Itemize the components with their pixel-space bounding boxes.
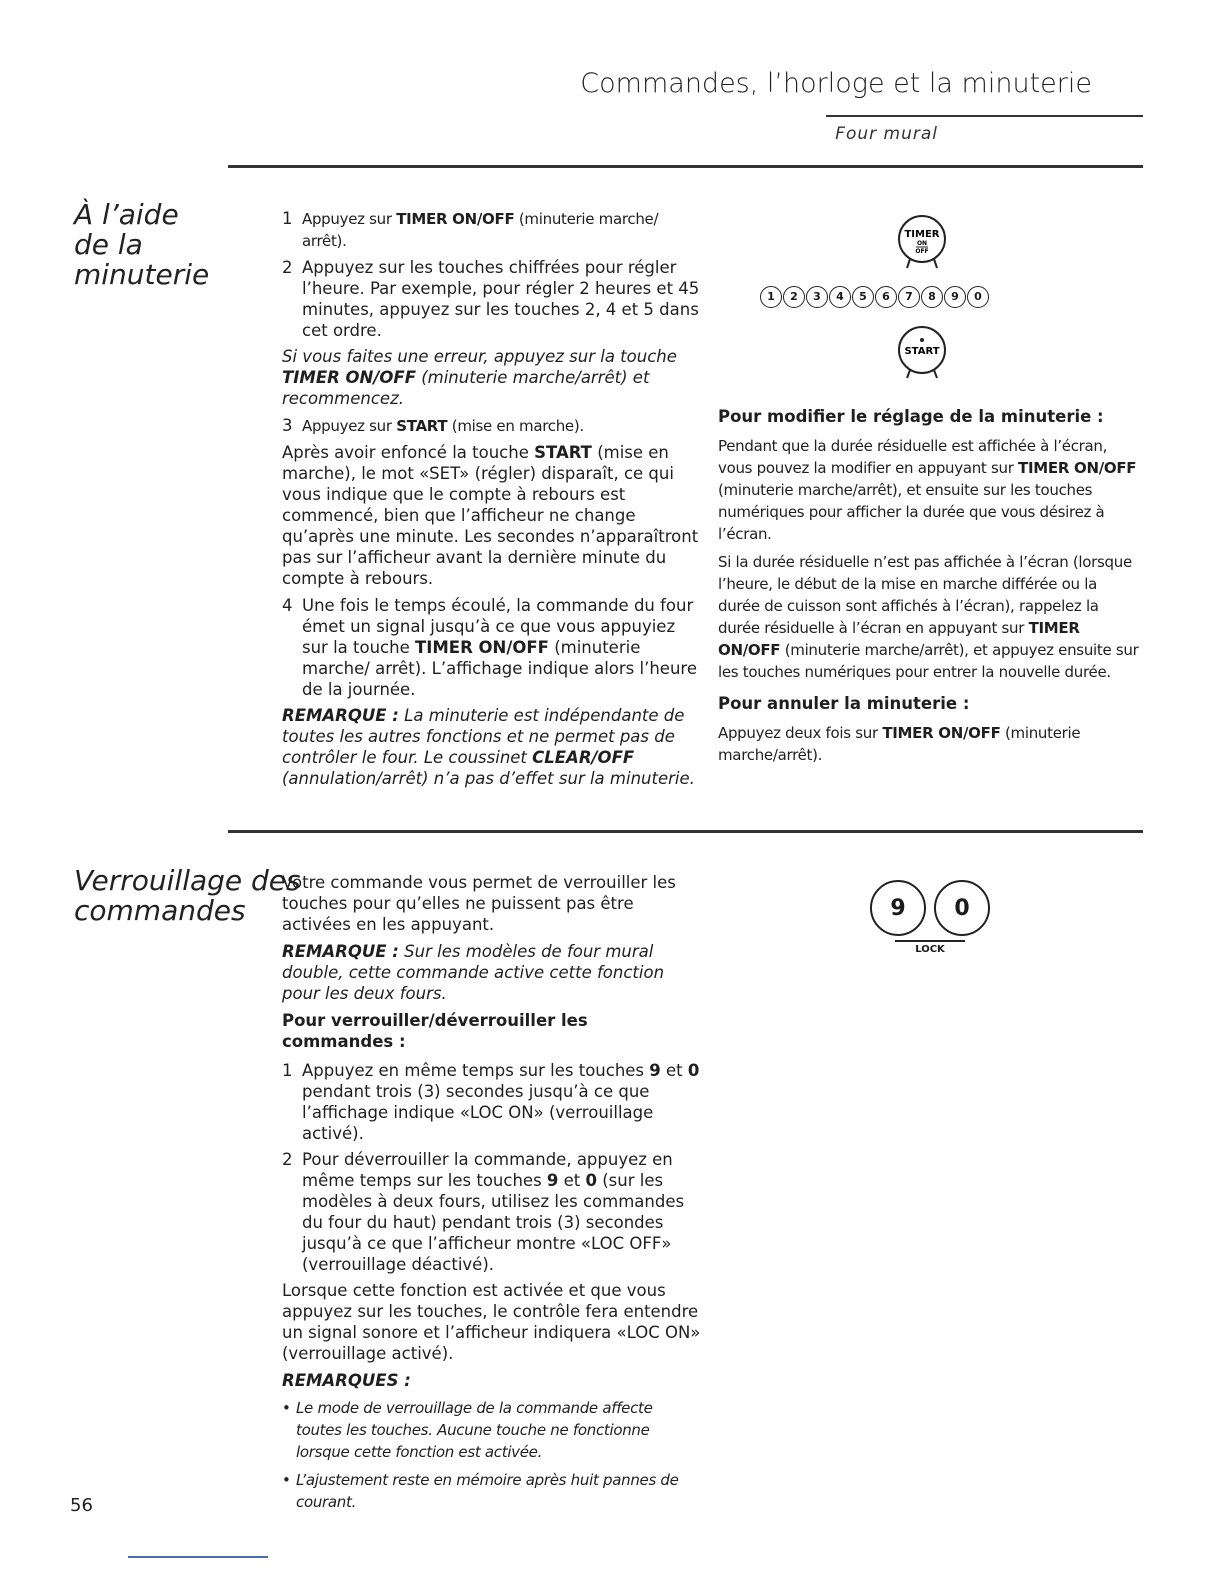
key-9: 9 bbox=[870, 880, 926, 936]
lock-note bbox=[282, 941, 702, 1004]
section-divider bbox=[228, 830, 1143, 833]
step-text: (minuterie marche/ arrêt). bbox=[302, 210, 659, 250]
bullet-marker: • bbox=[282, 1399, 291, 1417]
key-name: TIMER ON/OFF bbox=[882, 724, 1001, 742]
key-name: TIMER ON/OFF bbox=[414, 638, 549, 657]
step-number: 2 bbox=[282, 1150, 293, 1169]
step-2 bbox=[282, 257, 702, 341]
key-1: 1 bbox=[760, 286, 782, 308]
heading-line: minuterie bbox=[74, 258, 210, 291]
key-6: 6 bbox=[875, 286, 897, 308]
step-4 bbox=[282, 595, 702, 700]
step-text: et bbox=[660, 1061, 688, 1080]
lock-instructions bbox=[282, 872, 702, 1519]
remark-bullet bbox=[282, 1397, 702, 1463]
lock-active-paragraph: Lorsque cette fonction est activée et que vous appuyez sur les touches, le contrôle fera entendre un signal sonore et l’afficheur indiquera «LOC ON» (verrouillage activé). bbox=[282, 1281, 701, 1363]
key-name: 9 bbox=[546, 1171, 559, 1190]
lock-subhead: Pour verrouiller/déverrouiller les commandes : bbox=[282, 1011, 588, 1051]
key-7: 7 bbox=[898, 286, 920, 308]
key-8: 8 bbox=[921, 286, 943, 308]
key-4: 4 bbox=[829, 286, 851, 308]
heading-line: Verrouillage des bbox=[74, 864, 301, 897]
step-text: Appuyez sur bbox=[302, 210, 397, 228]
note-text: La minuterie est indépendante de toutes les autres fonctions et ne permet pas de contrôler le four. Le coussinet bbox=[282, 706, 685, 767]
step-number: 4 bbox=[282, 596, 293, 615]
error-note bbox=[282, 346, 702, 409]
key-name: TIMER ON/OFF bbox=[1018, 459, 1137, 477]
key-name: 9 bbox=[649, 1061, 661, 1080]
step-text: (mise en marche). bbox=[447, 417, 584, 435]
section-divider bbox=[228, 165, 1143, 168]
lock-intro: Votre commande vous permet de verrouiller les touches pour qu’elles ne puissent pas être activées en les appuyant. bbox=[282, 873, 676, 934]
paragraph-text: Appuyez deux fois sur bbox=[718, 724, 883, 742]
note-text: (minuterie marche/arrêt) et recommencez. bbox=[282, 368, 650, 408]
modify-paragraph-2 bbox=[718, 551, 1143, 683]
key-name: START bbox=[396, 417, 448, 435]
paragraph-text: Pendant que la durée résiduelle est affichée à l’écran, vous pouvez la modifier en appuyant sur bbox=[718, 437, 1108, 477]
step-text: Appuyez sur bbox=[302, 417, 397, 435]
note-text: Si vous faites une erreur, appuyez sur la touche bbox=[282, 347, 677, 366]
step-text: Une fois le temps écoulé, la commande du four émet un signal jusqu’à ce que vous appuyiez sur la touche bbox=[302, 596, 694, 657]
key-name: TIMER ON/OFF bbox=[718, 619, 1080, 659]
key-name: 0 bbox=[687, 1061, 700, 1080]
remark-bullet bbox=[282, 1469, 702, 1513]
note-label: REMARQUE : bbox=[282, 942, 399, 961]
step-text: pendant trois (3) secondes jusqu’à ce que l’affichage indique «LOC ON» (verrouillage activé). bbox=[302, 1082, 654, 1143]
step-text: Appuyez en même temps sur les touches bbox=[302, 1061, 650, 1080]
lock-section-heading bbox=[74, 866, 301, 926]
timer-instructions bbox=[282, 208, 702, 795]
timer-key-off: OFF bbox=[915, 248, 929, 255]
step-text: et bbox=[558, 1171, 586, 1190]
key-5: 5 bbox=[852, 286, 874, 308]
paragraph-text: Si la durée résiduelle n’est pas affichée à l’écran (lorsque l’heure, le début de la mise en marche différée ou la durée de cuisson sont affichés à l’écran), rappelez la durée résiduelle à l’écran en appuyant sur bbox=[718, 553, 1132, 637]
step-number: 1 bbox=[282, 209, 293, 228]
key-0: 0 bbox=[934, 880, 990, 936]
timer-section-heading bbox=[74, 200, 209, 290]
key-9: 9 bbox=[944, 286, 966, 308]
start-key-label: START bbox=[904, 346, 940, 357]
remarks-label: REMARQUES : bbox=[282, 1371, 411, 1390]
step-text: (sur les modèles à deux fours, utilisez les commandes du four du haut) pendant trois (3) secondes jusqu’à ce que l’afficheur montre «LOC OFF» (verrouillage déactivé). bbox=[302, 1171, 685, 1274]
page-number: 56 bbox=[70, 1495, 93, 1516]
timer-key-label: TIMER bbox=[904, 229, 940, 240]
note-label: REMARQUE : bbox=[282, 706, 399, 725]
heading-line: À l’aide bbox=[74, 198, 179, 231]
step-number: 3 bbox=[282, 416, 293, 435]
key-name: TIMER ON/OFF bbox=[396, 210, 515, 228]
step-number: 2 bbox=[282, 258, 293, 277]
key-3: 3 bbox=[806, 286, 828, 308]
modify-paragraph-1 bbox=[718, 435, 1143, 545]
step-text: (minuterie marche/ arrêt). L’affichage indique alors l’heure de la journée. bbox=[302, 638, 697, 699]
key-name: 0 bbox=[585, 1171, 597, 1190]
step-text: Appuyez sur les touches chiffrées pour régler l’heure. Par exemple, pour régler 2 heures et 45 minutes, appuyez sur les touches 2, 4 et 5 dans cet ordre. bbox=[302, 258, 700, 340]
step-number: 1 bbox=[282, 1061, 293, 1080]
step-1 bbox=[282, 208, 702, 252]
cancel-heading: Pour annuler la minuterie : bbox=[718, 694, 970, 713]
timer-modify-column bbox=[718, 396, 1143, 772]
timer-key-icon bbox=[895, 212, 949, 276]
timer-key-on: ON bbox=[916, 240, 928, 247]
after-start-paragraph bbox=[282, 442, 702, 589]
paragraph-text: (mise en marche), le mot «SET» (régler) disparaît, ce qui vous indique que le compte à rebours est commencé, bien que l’afficheur ne change qu’après une minute. Les secondes n’apparaîtront pas sur l’afficheur avant la dernière minute du compte à rebours. bbox=[282, 443, 699, 588]
key-name: TIMER ON/OFF bbox=[282, 368, 416, 387]
paragraph-text: Après avoir enfoncé la touche bbox=[282, 443, 535, 462]
step-3 bbox=[282, 415, 702, 437]
page-subtitle: Four mural bbox=[835, 124, 938, 144]
note-text: (annulation/arrêt) n’a pas d’effet sur la minuterie. bbox=[282, 769, 695, 788]
lock-underline bbox=[895, 940, 965, 942]
key-0: 0 bbox=[967, 286, 989, 308]
key-2: 2 bbox=[783, 286, 805, 308]
paragraph-text: (minuterie marche/arrêt), et ensuite sur les touches numériques pour afficher la durée que vous désirez à l’écran. bbox=[718, 481, 1105, 543]
lock-keys-diagram bbox=[868, 880, 992, 955]
page-title: Commandes, l’horloge et la minuterie bbox=[580, 68, 1092, 99]
note-text: Sur les modèles de four mural double, cette commande active cette fonction pour les deux fours. bbox=[282, 942, 665, 1003]
timer-note bbox=[282, 705, 702, 789]
paragraph-text: (minuterie marche/arrêt). bbox=[718, 724, 1081, 764]
key-name: START bbox=[534, 443, 592, 462]
footer-line bbox=[128, 1556, 268, 1558]
lock-step-1 bbox=[282, 1060, 702, 1144]
heading-line: commandes bbox=[74, 894, 246, 927]
cancel-paragraph bbox=[718, 722, 1143, 766]
start-key-icon bbox=[895, 322, 949, 384]
heading-line: de la bbox=[74, 228, 143, 261]
key-name: CLEAR/OFF bbox=[532, 748, 635, 767]
step-text: Pour déverrouiller la commande, appuyez en même temps sur les touches bbox=[302, 1150, 673, 1190]
bullet-text: L’ajustement reste en mémoire après huit pannes de courant. bbox=[296, 1471, 679, 1511]
number-keypad bbox=[760, 285, 990, 308]
bullet-marker: • bbox=[282, 1471, 291, 1489]
lock-step-2 bbox=[282, 1149, 702, 1275]
header-rule bbox=[826, 115, 1143, 117]
modify-heading: Pour modifier le réglage de la minuterie : bbox=[718, 407, 1104, 426]
bullet-text: Le mode de verrouillage de la commande affecte toutes les touches. Aucune touche ne fonctionne lorsque cette fonction est activée. bbox=[296, 1399, 653, 1461]
lock-label: LOCK bbox=[915, 944, 945, 955]
paragraph-text: (minuterie marche/arrêt), et appuyez ensuite sur les touches numériques pour entrer la nouvelle durée. bbox=[718, 641, 1139, 681]
